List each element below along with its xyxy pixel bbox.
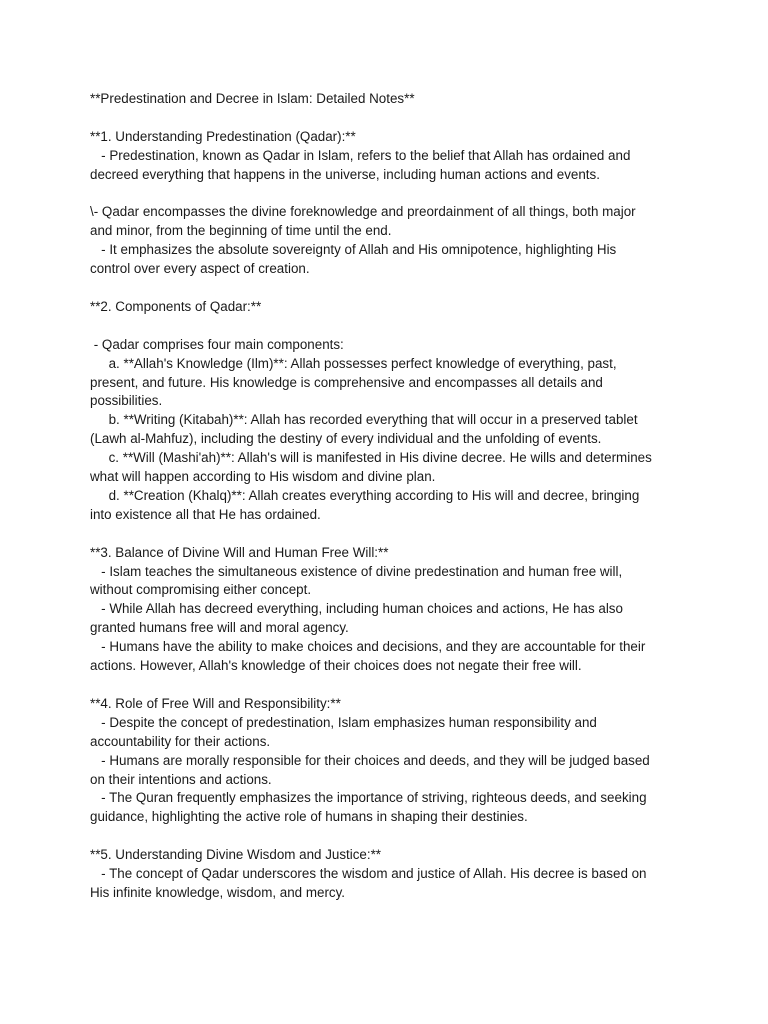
section-1 [90,128,680,185]
section-1-continued [90,203,680,279]
section-heading: **4. Role of Free Will and Responsibility:** [90,695,341,711]
body-line: - While Allah has decreed everything, including human choices and actions, He has also [90,601,623,617]
body-line: - Despite the concept of predestination, Islam emphasizes human responsibility and [90,714,597,730]
section-heading: **2. Components of Qadar:** [90,298,262,314]
body-line: d. **Creation (Khalq)**: Allah creates everything according to His will and decree, bringing [90,487,640,503]
body-line: His infinite knowledge, wisdom, and mercy. [90,884,346,900]
spacer [90,827,680,846]
body-line: accountability for their actions. [90,733,271,749]
body-line: control over every aspect of creation. [90,261,310,277]
spacer [90,525,680,544]
body-line: - Qadar comprises four main components: [90,336,344,352]
section-heading: **5. Understanding Divine Wisdom and Justice:** [90,847,382,863]
section-heading: **1. Understanding Predestination (Qadar):** [90,128,356,144]
body-line: - Islam teaches the simultaneous existence of divine predestination and human free will, [90,563,623,579]
spacer [90,109,680,128]
section-2-components [90,336,680,525]
body-line: - The Quran frequently emphasizes the importance of striving, righteous deeds, and seeking [90,790,647,806]
body-line: decreed everything that happens in the universe, including human actions and events. [90,166,600,182]
body-line: - The concept of Qadar underscores the wisdom and justice of Allah. His decree is based on [90,866,647,882]
spacer [90,279,680,298]
body-line: b. **Writing (Kitabah)**: Allah has recorded everything that will occur in a preserved tablet [90,412,638,428]
body-line: c. **Will (Mashi'ah)**: Allah's will is manifested in His divine decree. He wills and determines [90,450,652,466]
section-5 [90,846,680,903]
spacer [90,185,680,204]
section-2 [90,298,680,317]
body-line: granted humans free will and moral agency. [90,620,349,636]
body-line: and minor, from the beginning of time until the end. [90,223,392,239]
body-line: what will happen according to His wisdom and divine plan. [90,469,436,485]
body-line: guidance, highlighting the active role of humans in shaping their destinies. [90,809,528,825]
body-line: - Humans are morally responsible for their choices and deeds, and they will be judged based [90,752,650,768]
document-body [90,90,680,903]
section-heading: **3. Balance of Divine Will and Human Free Will:** [90,544,389,560]
document-title: **Predestination and Decree in Islam: Detailed Notes** [90,91,415,106]
body-line: - Predestination, known as Qadar in Islam, refers to the belief that Allah has ordained and [90,147,631,163]
body-line: into existence all that He has ordained. [90,506,321,522]
body-line: \- Qadar encompasses the divine foreknowledge and preordainment of all things, both major [90,204,636,220]
body-line: without compromising either concept. [90,582,312,598]
body-line: (Lawh al-Mahfuz), including the destiny of every individual and the unfolding of events. [90,431,602,447]
body-line: - Humans have the ability to make choices and decisions, and they are accountable for their [90,639,646,655]
spacer [90,317,680,336]
body-line: on their intentions and actions. [90,771,272,787]
body-line: actions. However, Allah's knowledge of their choices does not negate their free will. [90,658,582,674]
section-4 [90,695,680,827]
body-line: - It emphasizes the absolute sovereignty of Allah and His omnipotence, highlighting His [90,242,617,258]
body-line: present, and future. His knowledge is comprehensive and encompasses all details and [90,374,603,390]
spacer [90,676,680,695]
section-3 [90,544,680,676]
body-line: a. **Allah's Knowledge (Ilm)**: Allah possesses perfect knowledge of everything, past, [90,355,617,371]
body-line: possibilities. [90,393,163,409]
